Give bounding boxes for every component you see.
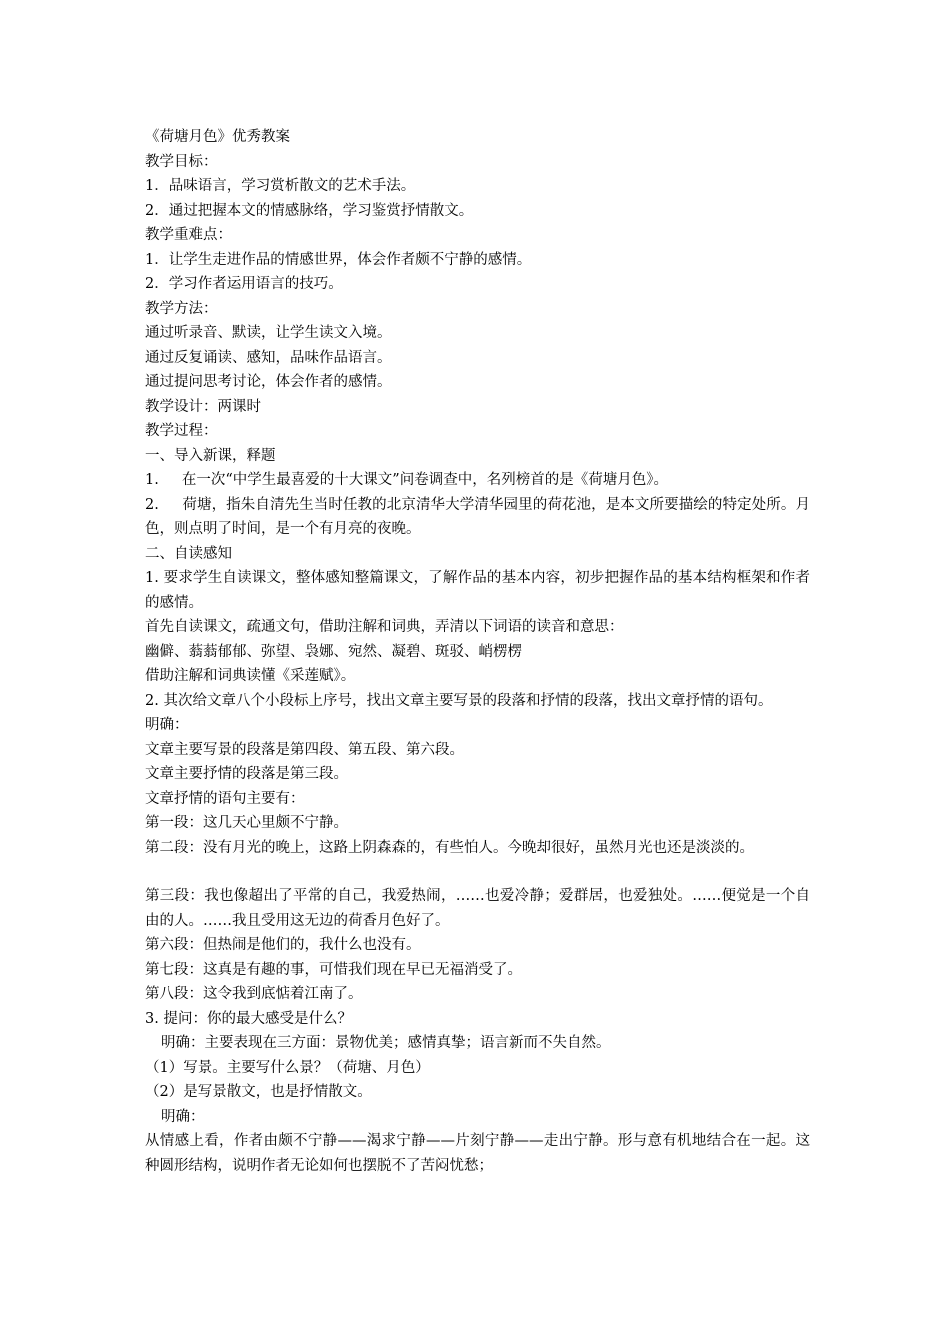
body-line: 文章主要抒情的段落是第三段。 <box>145 766 348 782</box>
question-line: 3. 提问：你的最大感受是什么？ <box>145 1010 352 1027</box>
quote-line: 第七段：这真是有趣的事，可惜我们现在早已无福消受了。 <box>145 961 522 978</box>
section-heading-methods: 教学方法： <box>145 300 218 317</box>
section-heading-process: 教学过程： <box>145 423 218 439</box>
objective-item: 2．通过把握本文的情感脉络，学习鉴赏抒情散文。 <box>145 202 474 219</box>
sub-item: （2）是写景散文，也是抒情散文。 <box>145 1084 372 1100</box>
process-item: 1. 要求学生自读课文，整体感知整篇课文，了解作品的基本内容，初步把握作品的基本结构框架和作者的感情。 <box>145 570 810 611</box>
body-line: 文章主要写景的段落是第四段、第五段、第六段。 <box>145 741 464 758</box>
process-item: 2. 荷塘，指朱自清先生当时任教的北京清华大学清华园里的荷花池，是本文所要描绘的特定处所。月色，则点明了时间，是一个有月亮的夜晚。 <box>145 496 810 537</box>
key-point-item: 1．让学生走进作品的情感世界，体会作者颇不宁静的感情。 <box>145 251 532 268</box>
section-heading-objectives: 教学目标： <box>145 153 218 170</box>
quote-line: 第二段：没有月光的晚上，这路上阴森森的，有些怕人。今晚却很好，虽然月光也还是淡淡的。 <box>145 839 754 856</box>
body-line: 首先自读课文，疏通文句，借助注解和词典，弄清以下词语的读音和意思： <box>145 619 624 635</box>
quote-line: 第六段：但热闹是他们的，我什么也没有。 <box>145 937 421 953</box>
body-line: 文章抒情的语句主要有： <box>145 790 305 807</box>
key-point-item: 2．学习作者运用语言的技巧。 <box>145 276 343 292</box>
quote-line: 第三段：我也像超出了平常的自己，我爱热闹，……也爱冷静；爱群居，也爱独处。……便觉是一个自由的人。……我且受用这无边的荷香月色好了。 <box>145 888 810 929</box>
design-line: 教学设计：两课时 <box>145 398 261 415</box>
quote-line: 第八段：这令我到底惦着江南了。 <box>145 986 363 1002</box>
vocabulary-line: 幽僻、蓊蓊郁郁、弥望、袅娜、宛然、凝碧、斑驳、峭楞楞 <box>145 643 522 660</box>
method-item: 通过提问思考讨论，体会作者的感情。 <box>145 374 392 390</box>
clarify-line: 明确：主要表现在三方面：景物优美；感情真挚；语言新而不失自然。 <box>161 1035 611 1051</box>
process-item: 2. 其次给文章八个小段标上序号，找出文章主要写景的段落和抒情的段落，找出文章抒情的语句。 <box>145 692 773 709</box>
clarify-label: 明确： <box>145 717 189 733</box>
process-item: 1. 在一次“中学生最喜爱的十大课文”问卷调查中，名列榜首的是《荷塘月色》。 <box>145 472 668 488</box>
blank-line <box>145 860 810 884</box>
document-title: 《荷塘月色》优秀教案 <box>145 129 290 145</box>
body-paragraph: 从情感上看，作者由颇不宁静——渴求宁静——片刻宁静——走出宁静。形与意有机地结合在一起。这种圆形结构，说明作者无论如何也摆脱不了苦闷忧愁； <box>145 1133 810 1174</box>
document-body <box>145 125 810 1178</box>
subsection-heading: 二、自读感知 <box>145 545 232 562</box>
body-line: 借助注解和词典读懂《采莲赋》。 <box>145 668 356 684</box>
clarify-label: 明确： <box>161 1108 205 1125</box>
quote-line: 第一段：这几天心里颇不宁静。 <box>145 815 348 831</box>
objective-item: 1．品味语言，学习赏析散文的艺术手法。 <box>145 178 416 194</box>
section-heading-key-points: 教学重难点： <box>145 227 232 243</box>
method-item: 通过听录音、默读，让学生读文入境。 <box>145 325 392 341</box>
method-item: 通过反复诵读、感知，品味作品语言。 <box>145 349 392 366</box>
sub-item: （1）写景。主要写什么景？（荷塘、月色） <box>145 1059 430 1076</box>
subsection-heading: 一、导入新课，释题 <box>145 447 276 464</box>
